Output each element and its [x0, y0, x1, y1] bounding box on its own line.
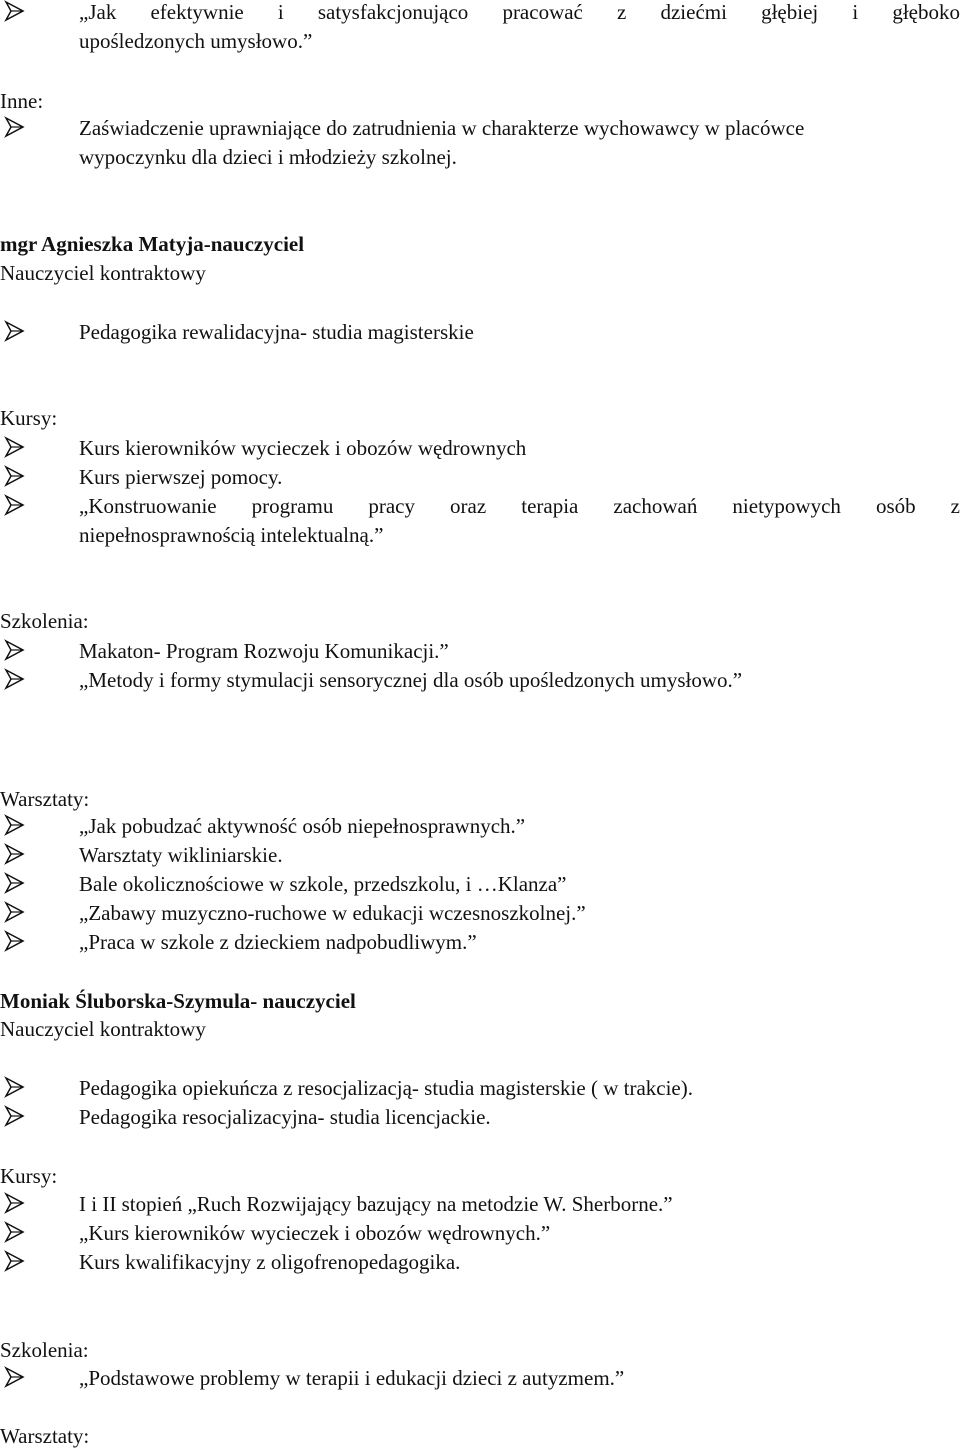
list-item — [0, 463, 960, 492]
list-item — [0, 870, 960, 899]
arrowhead-bullet-icon — [4, 899, 26, 925]
list-item-text: Kurs kierowników wycieczek i obozów wędrownych — [79, 436, 527, 460]
section-label-kursy: Kursy: — [0, 406, 58, 430]
list-item-text: Warsztaty wikliniarskie. — [79, 843, 283, 867]
section-label-szkolenia: Szkolenia: — [0, 1338, 89, 1362]
list-item — [0, 492, 960, 550]
list-item-text: Zaświadczenie uprawniające do zatrudnienia w charakterze wychowawcy w placówce — [79, 116, 805, 140]
list-item-text: „Konstruowanie programu pracy oraz terapia zachowań nietypowych osób z — [79, 494, 960, 518]
list-item-text: Pedagogika opiekuńcza z resocjalizacją- studia magisterskie ( w trakcie). — [79, 1076, 693, 1100]
list-item — [0, 637, 960, 666]
list-item-text: Makaton- Program Rozwoju Komunikacji.” — [79, 639, 449, 663]
list-item-text: Kurs kwalifikacyjny z oligofrenopedagogika. — [79, 1250, 461, 1274]
list-item — [0, 318, 960, 347]
list-item — [0, 0, 960, 56]
list-item-text-continued: wypoczynku dla dzieci i młodzieży szkolnej. — [79, 145, 457, 169]
list-item-text: „Metody i formy stymulacji sensorycznej dla osób upośledzonych umysłowo.” — [79, 668, 743, 692]
arrowhead-bullet-icon — [4, 637, 26, 663]
list-item — [0, 1074, 960, 1103]
list-item-text: „Podstawowe problemy w terapii i edukacji dzieci z autyzmem.” — [79, 1366, 625, 1390]
list-item — [0, 114, 960, 172]
list-item — [0, 1103, 960, 1132]
arrowhead-bullet-icon — [4, 812, 26, 838]
list-item-text: Pedagogika rewalidacyjna- studia magisterskie — [79, 320, 474, 344]
person-name: mgr Agnieszka Matyja-nauczyciel — [0, 232, 305, 256]
arrowhead-bullet-icon — [4, 1219, 26, 1245]
person-role: Nauczyciel kontraktowy — [0, 1017, 206, 1041]
section-label-szkolenia: Szkolenia: — [0, 609, 89, 633]
arrowhead-bullet-icon — [4, 666, 26, 692]
arrowhead-bullet-icon — [4, 928, 26, 954]
section-label-warsztaty: Warsztaty: — [0, 1424, 90, 1448]
list-item — [0, 666, 960, 695]
list-item-text-continued: niepełnosprawnością intelektualną.” — [79, 523, 384, 547]
arrowhead-bullet-icon — [4, 1103, 26, 1129]
list-item — [0, 928, 960, 957]
list-item — [0, 434, 960, 463]
list-item-text: „Jak pobudzać aktywność osób niepełnosprawnych.” — [79, 814, 526, 838]
list-item — [0, 1190, 960, 1219]
list-item — [0, 841, 960, 870]
section-label-kursy: Kursy: — [0, 1164, 58, 1188]
person-role: Nauczyciel kontraktowy — [0, 261, 206, 285]
list-item-text-continued: upośledzonych umysłowo.” — [79, 29, 313, 53]
list-item-text: „Kurs kierowników wycieczek i obozów wędrownych.” — [79, 1221, 551, 1245]
list-item-text: Pedagogika resocjalizacyjna- studia licencjackie. — [79, 1105, 491, 1129]
list-item — [0, 1248, 960, 1277]
list-item — [0, 1364, 960, 1393]
arrowhead-bullet-icon — [4, 318, 26, 344]
person-name: Moniak Śluborska-Szymula- nauczyciel — [0, 989, 356, 1013]
arrowhead-bullet-icon — [4, 492, 26, 518]
arrowhead-bullet-icon — [4, 1190, 26, 1216]
list-item-text: I i II stopień „Ruch Rozwijający bazujący na metodzie W. Sherborne.” — [79, 1192, 673, 1216]
list-item — [0, 899, 960, 928]
list-item-text: „Praca w szkole z dzieckiem nadpobudliwym.” — [79, 930, 477, 954]
list-item — [0, 812, 960, 841]
list-item-text: „Zabawy muzyczno-ruchowe w edukacji wczesnoszkolnej.” — [79, 901, 586, 925]
arrowhead-bullet-icon — [4, 434, 26, 460]
arrowhead-bullet-icon — [4, 463, 26, 489]
arrowhead-bullet-icon — [4, 1074, 26, 1100]
arrowhead-bullet-icon — [4, 0, 26, 24]
list-item-text: Kurs pierwszej pomocy. — [79, 465, 283, 489]
list-item-text: „Jak efektywnie i satysfakcjonująco pracować z dziećmi głębiej i głęboko — [79, 0, 960, 24]
list-item-text: Bale okolicznościowe w szkole, przedszkolu, i …Klanza” — [79, 872, 567, 896]
section-label-inne: Inne: — [0, 89, 44, 113]
section-label-warsztaty: Warsztaty: — [0, 787, 90, 811]
list-item — [0, 1219, 960, 1248]
arrowhead-bullet-icon — [4, 870, 26, 896]
arrowhead-bullet-icon — [4, 1364, 26, 1390]
arrowhead-bullet-icon — [4, 841, 26, 867]
arrowhead-bullet-icon — [4, 114, 26, 140]
arrowhead-bullet-icon — [4, 1248, 26, 1274]
